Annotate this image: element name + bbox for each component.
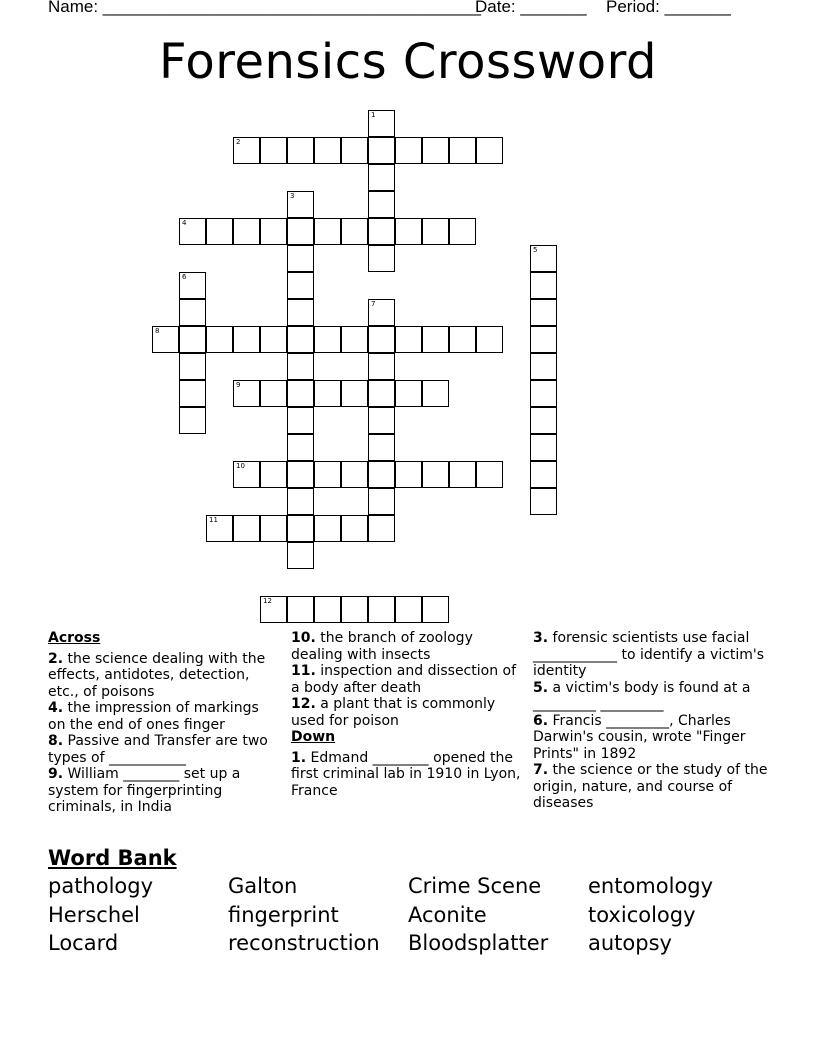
crossword-cell[interactable] [341, 218, 368, 245]
word-bank-item: Crime Scene [408, 874, 542, 898]
crossword-cell[interactable] [368, 596, 395, 623]
word-bank-title: Word Bank [48, 846, 177, 870]
crossword-cell[interactable] [530, 353, 557, 380]
crossword-cell[interactable] [287, 218, 314, 245]
clue-number: 8 [155, 327, 160, 335]
crossword-cell[interactable] [260, 218, 287, 245]
crossword-cell[interactable] [287, 380, 314, 407]
crossword-cell[interactable] [287, 434, 314, 461]
crossword-cell[interactable] [395, 218, 422, 245]
crossword-cell[interactable] [287, 488, 314, 515]
crossword-cell[interactable] [530, 407, 557, 434]
crossword-cell[interactable] [368, 137, 395, 164]
crossword-cell[interactable] [314, 380, 341, 407]
clue-across-4: 4. the impression of markings on the end of ones finger [48, 700, 259, 733]
period-line[interactable]: Period: _______ [606, 0, 731, 16]
crossword-cell[interactable] [206, 218, 233, 245]
across-heading: Across [48, 630, 101, 646]
clue-number: 10 [236, 462, 245, 470]
crossword-cell[interactable] [341, 137, 368, 164]
word-bank-item: Galton [228, 874, 298, 898]
crossword-cell[interactable] [530, 272, 557, 299]
crossword-cell[interactable] [341, 596, 368, 623]
crossword-cell[interactable] [368, 191, 395, 218]
clue-number: 9 [236, 381, 241, 389]
crossword-cell[interactable] [341, 461, 368, 488]
clue-across-2: 2. the science dealing with the effects, antidotes, detection, etc., of poisons [48, 650, 266, 700]
crossword-cell[interactable] [530, 434, 557, 461]
clue-number: 12 [263, 597, 272, 605]
crossword-cell[interactable] [287, 542, 314, 569]
clue-number: 6 [182, 273, 187, 281]
crossword-cell[interactable] [368, 353, 395, 380]
crossword-cell[interactable] [476, 137, 503, 164]
crossword-cell[interactable] [395, 326, 422, 353]
crossword-cell[interactable] [449, 461, 476, 488]
crossword-cell[interactable] [314, 515, 341, 542]
crossword-cell[interactable] [368, 218, 395, 245]
crossword-cell[interactable] [422, 596, 449, 623]
crossword-cell[interactable] [422, 326, 449, 353]
crossword-cell[interactable] [152, 326, 179, 353]
word-bank-item: Aconite [408, 903, 487, 927]
crossword-cell[interactable] [260, 137, 287, 164]
crossword-cell[interactable] [179, 407, 206, 434]
word-bank-item: Locard [48, 931, 119, 955]
crossword-cell[interactable] [368, 380, 395, 407]
crossword-cell[interactable] [368, 110, 395, 137]
crossword-cell[interactable] [260, 326, 287, 353]
clue-down-7: 7. the science or the study of the origin, nature, and course of diseases [533, 762, 768, 811]
crossword-cell[interactable] [530, 461, 557, 488]
clue-number: 4 [182, 219, 187, 227]
crossword-cell[interactable] [368, 407, 395, 434]
clue-down-5: 5. a victim's body is found at a _________ _________ [533, 679, 751, 712]
crossword-cell[interactable] [260, 515, 287, 542]
crossword-cell[interactable] [395, 137, 422, 164]
clue-across-9: 9. William ________ set up a system for fingerprinting criminals, in India [48, 766, 241, 815]
crossword-cell[interactable] [368, 299, 395, 326]
clue-down-3: 3. forensic scientists use facial ____________ to identify a victim's identity [533, 630, 765, 679]
crossword-cell[interactable] [287, 191, 314, 218]
word-bank-item: Herschel [48, 903, 140, 927]
down-heading: Down [291, 729, 336, 745]
crossword-cell[interactable] [530, 326, 557, 353]
clue-down-6: 6. Francis _________, Charles Darwin's cousin, wrote "Finger Prints" in 1892 [533, 712, 746, 762]
clue-number: 11 [209, 516, 218, 524]
crossword-cell[interactable] [530, 299, 557, 326]
crossword-cell[interactable] [314, 218, 341, 245]
crossword-cell[interactable] [449, 326, 476, 353]
crossword-cell[interactable] [341, 326, 368, 353]
clue-across-12: 12. a plant that is commonly used for poison [291, 696, 496, 729]
crossword-cell[interactable] [179, 272, 206, 299]
crossword-cell[interactable] [476, 326, 503, 353]
crossword-cell[interactable] [368, 461, 395, 488]
crossword-cell[interactable] [341, 380, 368, 407]
crossword-cell[interactable] [314, 137, 341, 164]
word-bank-item: Bloodsplatter [408, 931, 549, 955]
crossword-cell[interactable] [341, 515, 368, 542]
crossword-cell[interactable] [206, 326, 233, 353]
name-line[interactable]: Name: ________________________________________ [48, 0, 481, 16]
crossword-cell[interactable] [179, 218, 206, 245]
crossword-cell[interactable] [287, 245, 314, 272]
crossword-cell[interactable] [368, 515, 395, 542]
page-title: Forensics Crossword [159, 34, 657, 90]
clue-number: 5 [533, 246, 538, 254]
crossword-cell[interactable] [476, 461, 503, 488]
crossword-cell[interactable] [422, 218, 449, 245]
crossword-cell[interactable] [422, 461, 449, 488]
word-bank-item: entomology [588, 874, 714, 898]
crossword-cell[interactable] [233, 137, 260, 164]
crossword-cell[interactable] [449, 218, 476, 245]
date-line[interactable]: Date: _______ [475, 0, 587, 16]
clue-across-10: 10. the branch of zoology dealing with insects [291, 630, 473, 663]
word-bank-item: pathology [48, 874, 154, 898]
crossword-cell[interactable] [206, 515, 233, 542]
crossword-cell[interactable] [530, 380, 557, 407]
crossword-cell[interactable] [233, 461, 260, 488]
crossword-cell[interactable] [179, 326, 206, 353]
crossword-cell[interactable] [530, 488, 557, 515]
crossword-cell[interactable] [233, 326, 260, 353]
crossword-cell[interactable] [287, 353, 314, 380]
crossword-cell[interactable] [287, 137, 314, 164]
crossword-cell[interactable] [233, 380, 260, 407]
clue-number: 7 [371, 300, 376, 308]
crossword-cell[interactable] [422, 137, 449, 164]
down-clues-column-3 [533, 630, 768, 812]
crossword-cell[interactable] [287, 515, 314, 542]
crossword-cell[interactable] [395, 596, 422, 623]
clues-column-2 [291, 630, 521, 799]
word-bank-item: autopsy [588, 931, 672, 955]
crossword-cell[interactable] [233, 515, 260, 542]
crossword-cell[interactable] [260, 596, 287, 623]
crossword-cell[interactable] [287, 299, 314, 326]
clue-number: 2 [236, 138, 241, 146]
crossword-cell[interactable] [368, 488, 395, 515]
crossword-cell[interactable] [260, 461, 287, 488]
crossword-cell[interactable] [179, 299, 206, 326]
clue-number: 1 [371, 111, 376, 119]
word-bank-item: fingerprint [228, 903, 339, 927]
crossword-cell[interactable] [395, 461, 422, 488]
crossword-cell[interactable] [287, 326, 314, 353]
crossword-cell[interactable] [368, 164, 395, 191]
word-bank-item: toxicology [588, 903, 696, 927]
crossword-cell[interactable] [368, 434, 395, 461]
crossword-cell[interactable] [260, 380, 287, 407]
crossword-cell[interactable] [233, 218, 260, 245]
crossword-cell[interactable] [314, 326, 341, 353]
crossword-cell[interactable] [530, 245, 557, 272]
clue-number: 3 [290, 192, 295, 200]
crossword-cell[interactable] [314, 461, 341, 488]
crossword-cell[interactable] [395, 380, 422, 407]
crossword-cell[interactable] [422, 380, 449, 407]
word-bank-item: reconstruction [228, 931, 380, 955]
crossword-cell[interactable] [368, 245, 395, 272]
crossword-cell[interactable] [287, 596, 314, 623]
crossword-cell[interactable] [287, 461, 314, 488]
crossword-cell[interactable] [287, 407, 314, 434]
clue-across-8: 8. Passive and Transfer are two types of ___________ [48, 733, 268, 766]
crossword-cell[interactable] [287, 272, 314, 299]
crossword-cell[interactable] [368, 326, 395, 353]
crossword-cell[interactable] [449, 137, 476, 164]
clue-down-1: 1. Edmand ________ opened the first criminal lab in 1910 in Lyon, France [291, 749, 521, 799]
clue-across-11: 11. inspection and dissection of a body after death [291, 663, 517, 696]
crossword-cell[interactable] [179, 353, 206, 380]
crossword-cell[interactable] [314, 596, 341, 623]
across-clues-column-1 [48, 630, 276, 816]
crossword-cell[interactable] [179, 380, 206, 407]
